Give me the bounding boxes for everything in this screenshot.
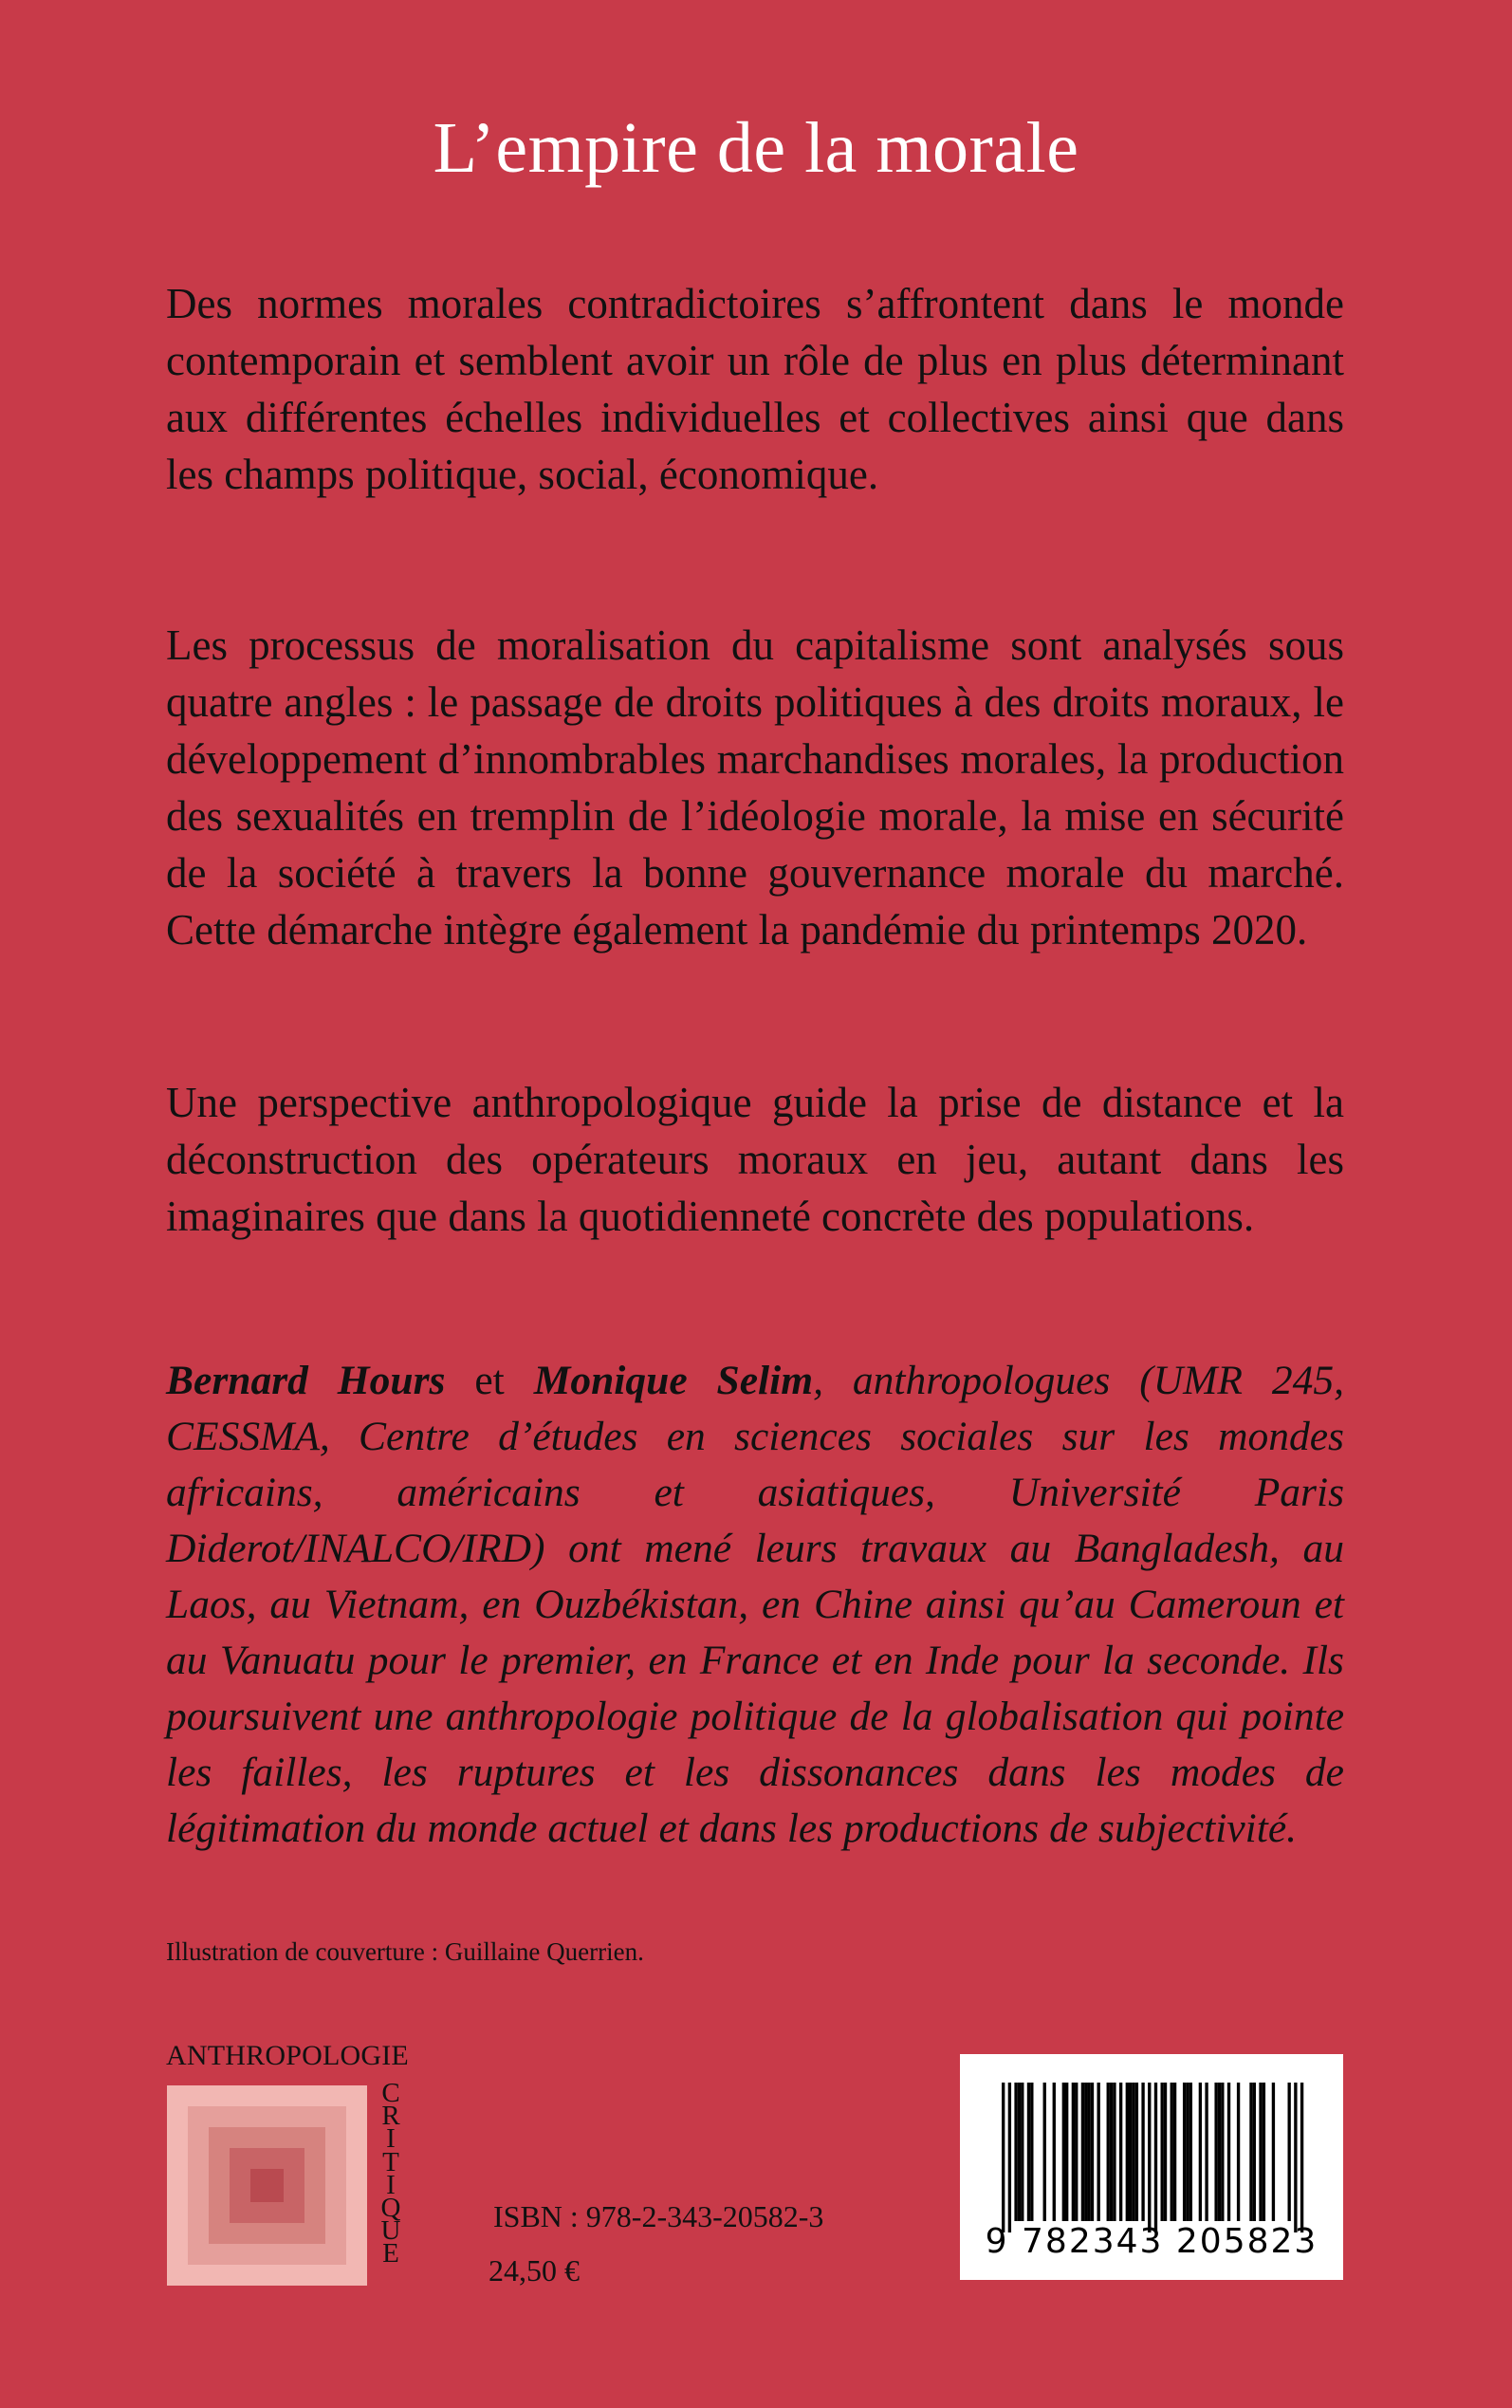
barcode-bar — [1119, 2083, 1122, 2221]
series-letter: U — [380, 2215, 401, 2247]
barcode-bar — [1161, 2083, 1164, 2221]
description-paragraph-3: Une perspective anthropologique guide la prise de distance et la déconstruction des opérateurs moraux en jeu, autant dans les imaginaires que dans la quotidienneté concrète des populations. — [166, 1079, 1344, 1240]
author-conjunction: et — [474, 1358, 505, 1403]
barcode-bar — [1237, 2083, 1240, 2221]
series-letter: R — [381, 2101, 400, 2132]
barcode-bar — [1107, 2083, 1110, 2221]
barcode-bar — [1186, 2083, 1189, 2221]
barcode-bar — [1171, 2083, 1173, 2221]
barcode — [960, 2054, 1343, 2280]
barcode-bar — [1002, 2083, 1005, 2232]
barcode-bar — [1218, 2083, 1221, 2221]
barcode-bar — [1021, 2083, 1023, 2221]
barcode-bar — [1189, 2083, 1192, 2221]
author-bio — [166, 1353, 1344, 1857]
barcode-bar — [1164, 2083, 1167, 2221]
series-letter: E — [382, 2238, 399, 2269]
barcode-bar — [1263, 2083, 1265, 2221]
barcode-bar — [1113, 2083, 1116, 2221]
barcode-bar — [1110, 2083, 1113, 2221]
barcode-bar — [1027, 2083, 1030, 2221]
barcode-bar — [1126, 2083, 1129, 2221]
book-title: L’empire de la morale — [433, 108, 1079, 188]
barcode-bar — [1087, 2083, 1090, 2221]
series-letter: I — [386, 2169, 396, 2200]
author-name-1: Bernard Hours — [166, 1358, 446, 1403]
barcode-bar — [1294, 2083, 1297, 2232]
barcode-bar — [1183, 2083, 1186, 2221]
barcode-bar — [1084, 2083, 1087, 2221]
series-vertical-label — [374, 2078, 408, 2269]
barcode-bar — [1300, 2083, 1303, 2232]
barcode-bar — [1091, 2083, 1094, 2221]
barcode-bar — [1053, 2083, 1056, 2221]
barcode-bar — [1253, 2083, 1256, 2221]
cover-illustration-credit: Illustration de couverture : Guillaine Querrien. — [166, 1937, 644, 1966]
barcode-bar — [1129, 2083, 1132, 2221]
barcode-bar — [1272, 2083, 1275, 2221]
barcode-bar — [1214, 2083, 1217, 2221]
series-letter: Q — [380, 2193, 401, 2224]
description-paragraph-2: Les processus de moralisation du capitalisme sont analysés sous quatre angles : le passage de droits politiques à des droits moraux, le développement d’innombrables marchandises morales, la production des sexualités en tremplin de l’idéologie morale, la mise en sécurité de la société à travers la bonne gouvernance morale du marché. Cette démarche intègre également la pandémie du printemps 2020. — [166, 621, 1344, 954]
barcode-bar — [1018, 2083, 1021, 2221]
barcode-bar — [1132, 2083, 1134, 2221]
barcode-bar — [1173, 2083, 1176, 2221]
barcode-bar — [1135, 2083, 1138, 2221]
barcode-bar — [1065, 2083, 1068, 2221]
isbn: ISBN : 978-2-343-20582-3 — [493, 2199, 824, 2233]
barcode-bar — [1043, 2083, 1046, 2221]
barcode-bar — [1249, 2083, 1252, 2221]
series-letter: I — [386, 2123, 396, 2155]
barcode-bar — [1008, 2083, 1011, 2232]
barcode-bar — [1030, 2083, 1033, 2221]
barcode-bar — [1227, 2083, 1230, 2221]
barcode-bar — [1062, 2083, 1065, 2221]
price: 24,50 € — [489, 2253, 580, 2288]
logo-center — [250, 2169, 284, 2202]
barcode-bar — [1259, 2083, 1262, 2221]
barcode-bar — [1288, 2083, 1291, 2221]
barcode-bar — [1221, 2083, 1224, 2221]
series-logo — [167, 2085, 367, 2286]
barcode-bar — [1081, 2083, 1084, 2221]
series-label: ANTHROPOLOGIE — [166, 2040, 409, 2071]
barcode-bar — [1148, 2083, 1151, 2232]
barcode-bar — [1075, 2083, 1078, 2221]
series-letter: T — [382, 2146, 399, 2177]
series-letter: C — [381, 2078, 400, 2108]
barcode-digits: 9 782343 205823 — [985, 2222, 1318, 2261]
barcode-bar — [1072, 2083, 1075, 2221]
description-paragraph-1: Des normes morales contradictoires s’affrontent dans le monde contemporain et semblent avoir un rôle de plus en plus déterminant aux différentes échelles individuelles et collectives ainsi que dans les champs politique, social, économique. — [166, 280, 1344, 498]
barcode-bar — [1199, 2083, 1202, 2221]
barcode-bar — [1097, 2083, 1100, 2221]
barcode-bar — [1014, 2083, 1017, 2221]
barcode-bar — [1141, 2083, 1144, 2221]
barcode-bar — [1205, 2083, 1208, 2221]
author-bio-text: , anthropologues (UMR 245, CESSMA, Centre d’études en sciences sociales sur les mondes africains, américains et asiatiques, Université Paris Diderot/INALCO/IRD) ont mené leurs travaux au Bangladesh, au Laos, au Vietnam, en Ouzbékistan, en Chine ainsi qu’au Cameroun et au Vanuatu pour le premier, en France et en Inde pour la seconde. Ils poursuivent une anthropologie politique de la globalisation qui pointe les failles, les ruptures et les dissonances dans les modes de légitimation du monde actuel et dans les productions de subjectivité. — [166, 1358, 1345, 1851]
barcode-bar — [1154, 2083, 1157, 2232]
author-name-2: Monique Selim — [533, 1358, 814, 1403]
